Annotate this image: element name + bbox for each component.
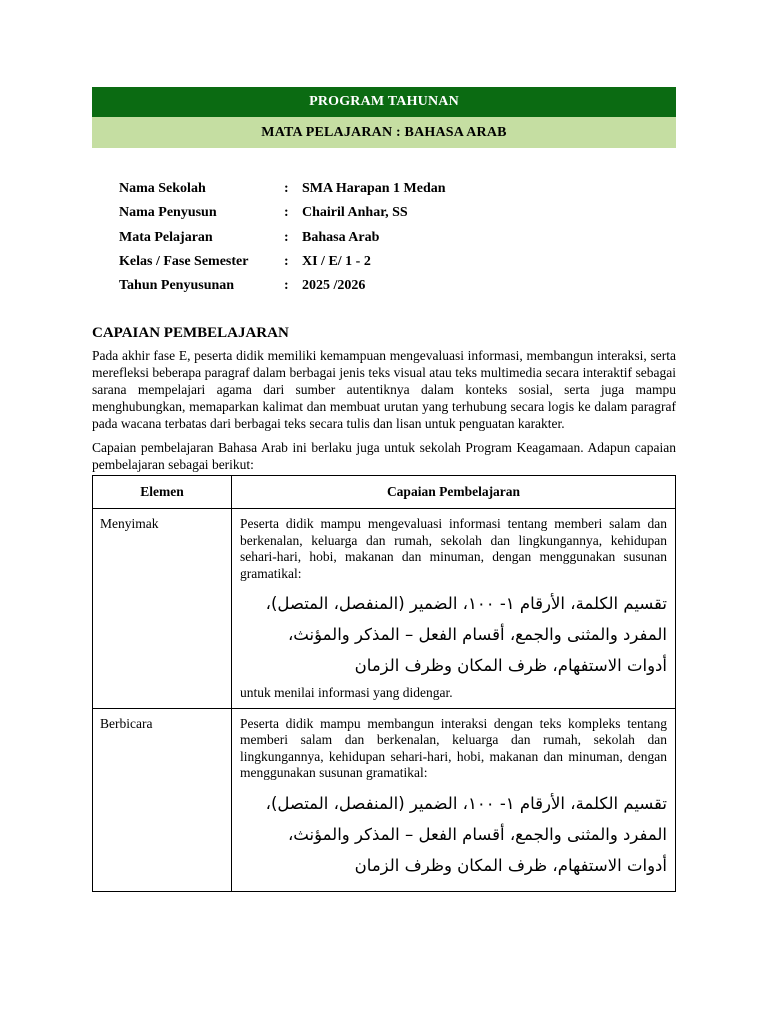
outcome-text: Peserta didik mampu mengevaluasi informasi tentang memberi salam dan berkenalan, keluarga dan rumah, sekolah dan lingkungannya, kehidupan sehari-hari, hobi, makanan dan minuman, dengan menggunakan susunan gramatikal: (240, 516, 667, 581)
arabic-grammar-list (240, 788, 667, 881)
element-cell: Berbicara (93, 708, 232, 891)
document-title: PROGRAM TAHUNAN (92, 87, 676, 117)
intro-paragraph: Pada akhir fase E, peserta didik memiliki kemampuan mengevaluasi informasi, membangun interaksi, serta merefleksi beberapa paragraf dalam berbagai jenis teks visual atau teks multimedia secara interaktif sebagai sarana mempelajari agama dari sumber autentiknya dalam konteks sosial, serta juga mampu menghubungkan, memaparkan kalimat dan membuat urutan yang terhubung secara logis ke dalam paragraf pada wacana terbatas dari berbagai teks secara tulis dan lisan untuk penguatan karakter. (92, 348, 676, 432)
info-value: Chairil Anhar, SS (302, 205, 408, 221)
info-row-author (119, 201, 676, 225)
scope-paragraph: Capaian pembelajaran Bahasa Arab ini berlaku juga untuk sekolah Program Keagamaan. Adapun capaian pembelajaran sebagai berikut: (92, 440, 676, 473)
table-row (93, 509, 676, 709)
info-colon: : (284, 229, 289, 245)
document-page (92, 87, 676, 892)
arabic-line: المفرد والمثنى والجمع، أقسام الفعل – المذكر والمؤنث، (287, 625, 667, 645)
table-row (93, 708, 676, 891)
arabic-grammar-list (240, 588, 667, 681)
info-row-class (119, 250, 676, 274)
info-value: 2025 /2026 (302, 278, 366, 294)
table-header-outcome: Capaian Pembelajaran (232, 476, 676, 509)
arabic-line: أدوات الاستفهام، ظرف المكان وظرف الزمان (354, 656, 667, 676)
info-colon: : (284, 278, 289, 294)
table-header-element: Elemen (93, 476, 232, 509)
info-label: Tahun Penyusunan (119, 278, 235, 294)
info-value: Bahasa Arab (302, 229, 380, 245)
info-label: Mata Pelajaran (119, 229, 213, 245)
arabic-line: تقسيم الكلمة، الأرقام ١- ١٠٠، الضمير (المنفصل، المتصل)، (265, 793, 667, 813)
outcome-cell (232, 509, 676, 709)
outcome-text: Peserta didik mampu membangun interaksi dengan teks kompleks tentang memberi salam dan berkenalan, keluarga dan rumah, sekolah dan lingkungannya, kehidupan sehari-hari, hobi, makanan dan minuman, dengan menggunakan susunan gramatikal: (240, 715, 667, 781)
info-row-year (119, 274, 676, 298)
learning-outcomes-table (92, 475, 676, 892)
element-cell: Menyimak (93, 509, 232, 709)
info-label: Nama Penyusun (119, 205, 217, 221)
info-row-school (119, 177, 676, 201)
section-title: CAPAIAN PEMBELAJARAN (92, 325, 289, 342)
info-label: Nama Sekolah (119, 181, 206, 196)
info-colon: : (284, 253, 289, 269)
outcome-cell (232, 708, 676, 891)
info-value: SMA Harapan 1 Medan (302, 181, 446, 196)
document-subtitle: MATA PELAJARAN : BAHASA ARAB (92, 117, 676, 148)
info-label: Kelas / Fase Semester (119, 253, 249, 269)
table-header-row (93, 476, 676, 509)
info-row-subject (119, 226, 676, 250)
info-colon: : (284, 181, 289, 196)
arabic-line: تقسيم الكلمة، الأرقام ١- ١٠٠، الضمير (المنفصل، المتصل)، (265, 594, 667, 614)
arabic-line: المفرد والمثنى والجمع، أقسام الفعل – المذكر والمؤنث، (287, 824, 667, 844)
arabic-line: أدوات الاستفهام، ظرف المكان وظرف الزمان (354, 855, 667, 875)
info-value: XI / E/ 1 - 2 (302, 253, 371, 269)
info-colon: : (284, 205, 289, 221)
school-info (119, 177, 676, 298)
outcome-closing: untuk menilai informasi yang didengar. (240, 685, 453, 701)
